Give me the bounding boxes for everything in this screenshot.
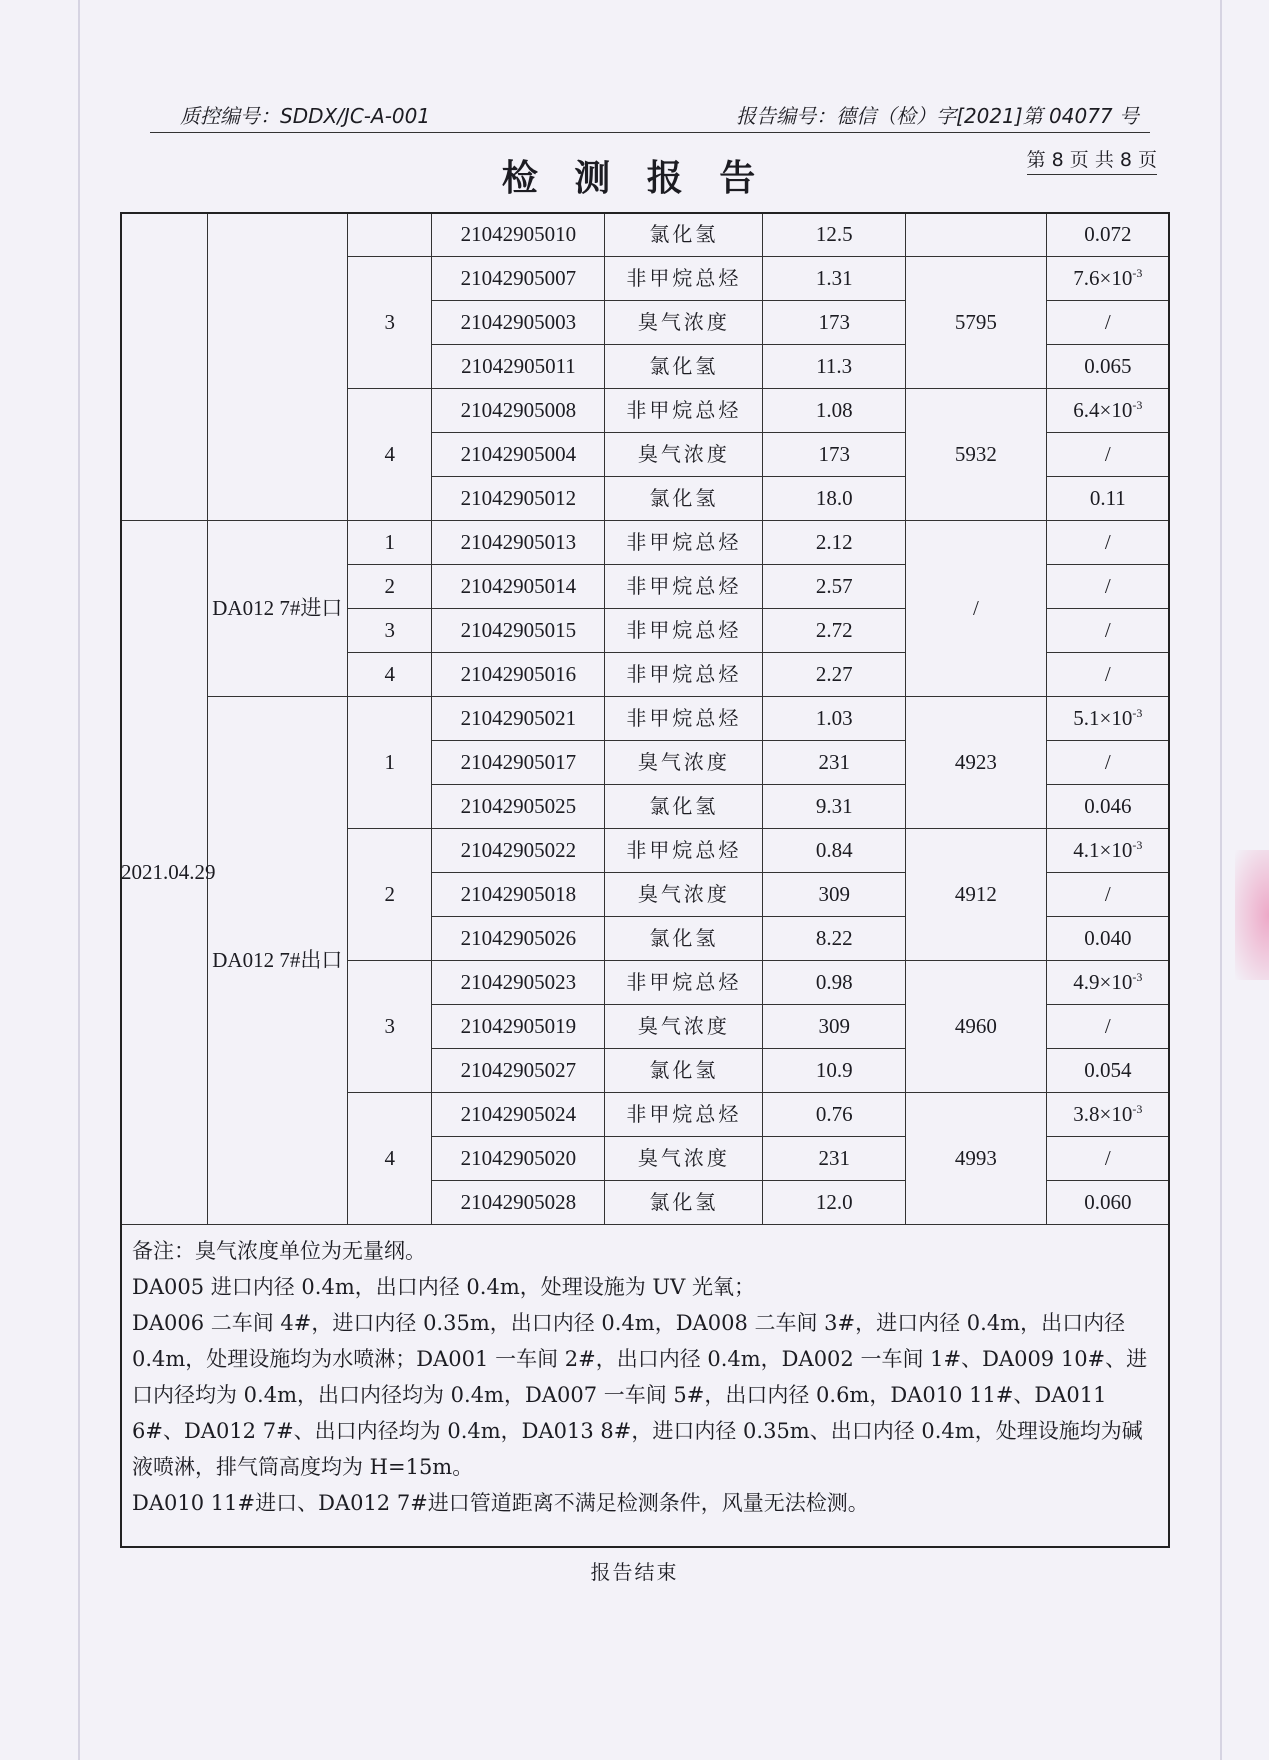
cell-conc: 1.31 bbox=[763, 257, 906, 301]
cell-conc: 0.76 bbox=[763, 1093, 906, 1137]
rate-mantissa: 5.1×10 bbox=[1073, 706, 1133, 731]
cell-item: 非甲烷总烃 bbox=[605, 521, 763, 565]
cell-id: 21042905008 bbox=[432, 389, 605, 433]
cell-conc: 18.0 bbox=[763, 477, 906, 521]
cell-id: 21042905014 bbox=[432, 565, 605, 609]
cell-rate: / bbox=[1046, 873, 1169, 917]
cell-id: 21042905004 bbox=[432, 433, 605, 477]
cell-id: 21042905020 bbox=[432, 1137, 605, 1181]
cell-flow: 4923 bbox=[906, 697, 1047, 829]
cell-item: 非甲烷总烃 bbox=[605, 257, 763, 301]
cell-item: 非甲烷总烃 bbox=[605, 389, 763, 433]
cell-item: 氯化氢 bbox=[605, 345, 763, 389]
cell-conc: 9.31 bbox=[763, 785, 906, 829]
remarks-block bbox=[132, 1233, 1162, 1521]
cell-flow: 5932 bbox=[906, 389, 1047, 521]
cell-item: 氯化氢 bbox=[605, 213, 763, 257]
cell-item: 氯化氢 bbox=[605, 1049, 763, 1093]
cell-id: 21042905022 bbox=[432, 829, 605, 873]
cell-id: 21042905007 bbox=[432, 257, 605, 301]
page-fold-line bbox=[1220, 0, 1222, 1760]
rate-exponent: -3 bbox=[1132, 706, 1143, 721]
cell-item: 臭气浓度 bbox=[605, 873, 763, 917]
rate-exponent: -3 bbox=[1132, 266, 1143, 281]
cell-conc: 173 bbox=[763, 433, 906, 477]
cell-item: 非甲烷总烃 bbox=[605, 609, 763, 653]
cell-conc: 2.27 bbox=[763, 653, 906, 697]
cell-id: 21042905017 bbox=[432, 741, 605, 785]
remark-line: DA006 二车间 4#，进口内径 0.35m，出口内径 0.4m，DA008 二车间 3#，进口内径 0.4m，出口内径 0.4m，处理设施均为水喷淋；DA001 一车间 2#，出口内径 0.4m，DA002 一车间 1#、DA009 10#、进口内径均为 0.4m，出口内径均为 0.4m，DA007 一车间 5#，出口内径 0.6m，DA010 11#、DA011 6#、DA012 7#、出口内径均为 0.4m，DA013 8#，进口内径 0.35m、出口内径 0.4m，处理设施均为碱液喷淋，排气筒高度均为 H=15m。 bbox=[132, 1311, 1148, 1479]
cell-rate: / bbox=[1046, 741, 1169, 785]
cell-item: 氯化氢 bbox=[605, 1181, 763, 1225]
cell-rate: 0.040 bbox=[1046, 917, 1169, 961]
cell-conc: 309 bbox=[763, 873, 906, 917]
cell-conc: 0.98 bbox=[763, 961, 906, 1005]
remark-line: 备注：臭气浓度单位为无量纲。 bbox=[132, 1239, 426, 1263]
cell-item: 臭气浓度 bbox=[605, 741, 763, 785]
cell-item: 臭气浓度 bbox=[605, 433, 763, 477]
cell-rate: / bbox=[1046, 1137, 1169, 1181]
cell-point: DA012 7#进口 bbox=[207, 521, 348, 697]
rate-exponent: -3 bbox=[1132, 970, 1143, 985]
cell-rate: / bbox=[1046, 565, 1169, 609]
rate-mantissa: 4.1×10 bbox=[1073, 838, 1133, 863]
cell-flow: 5795 bbox=[906, 257, 1047, 389]
cell-rate: / bbox=[1046, 433, 1169, 477]
rate-mantissa: 6.4×10 bbox=[1073, 398, 1133, 423]
remark-line: DA005 进口内径 0.4m，出口内径 0.4m，处理设施为 UV 光氧； bbox=[132, 1275, 755, 1299]
cell-id: 21042905013 bbox=[432, 521, 605, 565]
rate-mantissa: 7.6×10 bbox=[1073, 266, 1133, 291]
cell-item: 臭气浓度 bbox=[605, 1137, 763, 1181]
cell-seq: 3 bbox=[348, 257, 432, 389]
cell-rate: 0.11 bbox=[1046, 477, 1169, 521]
cell-conc: 231 bbox=[763, 1137, 906, 1181]
cell-conc: 0.84 bbox=[763, 829, 906, 873]
cell-rate: 0.065 bbox=[1046, 345, 1169, 389]
cell-conc: 309 bbox=[763, 1005, 906, 1049]
header-divider bbox=[150, 132, 1150, 133]
cell-id: 21042905011 bbox=[432, 345, 605, 389]
cell-seq: 2 bbox=[348, 829, 432, 961]
cell-item: 非甲烷总烃 bbox=[605, 1093, 763, 1137]
cell-id: 21042905024 bbox=[432, 1093, 605, 1137]
cell-flow: 4960 bbox=[906, 961, 1047, 1093]
cell-rate: 0.054 bbox=[1046, 1049, 1169, 1093]
cell-id: 21042905019 bbox=[432, 1005, 605, 1049]
cell-id: 21042905016 bbox=[432, 653, 605, 697]
cell-flow: 4993 bbox=[906, 1093, 1047, 1225]
cell-id: 21042905026 bbox=[432, 917, 605, 961]
cell-id: 21042905012 bbox=[432, 477, 605, 521]
cell-item: 非甲烷总烃 bbox=[605, 697, 763, 741]
cell-conc: 231 bbox=[763, 741, 906, 785]
cell-rate: / bbox=[1046, 521, 1169, 565]
cell-flow: 4912 bbox=[906, 829, 1047, 961]
cell-seq: 1 bbox=[348, 697, 432, 829]
cell-conc: 2.72 bbox=[763, 609, 906, 653]
cell-rate: / bbox=[1046, 1005, 1169, 1049]
cell-item: 氯化氢 bbox=[605, 917, 763, 961]
cell-item: 非甲烷总烃 bbox=[605, 565, 763, 609]
red-seal-stamp bbox=[1235, 850, 1269, 980]
remark-line: DA010 11#进口、DA012 7#进口管道距离不满足检测条件，风量无法检测。 bbox=[132, 1491, 869, 1515]
cell-conc: 1.03 bbox=[763, 697, 906, 741]
cell-item: 非甲烷总烃 bbox=[605, 961, 763, 1005]
page-fold-line bbox=[78, 0, 80, 1760]
cell-id: 21042905023 bbox=[432, 961, 605, 1005]
cell-item: 非甲烷总烃 bbox=[605, 829, 763, 873]
cell-id: 21042905027 bbox=[432, 1049, 605, 1093]
cell-item: 臭气浓度 bbox=[605, 301, 763, 345]
cell-seq: 2 bbox=[348, 565, 432, 609]
rate-exponent: -3 bbox=[1132, 838, 1143, 853]
cell-id: 21042905018 bbox=[432, 873, 605, 917]
cell-conc: 2.12 bbox=[763, 521, 906, 565]
cell-conc: 2.57 bbox=[763, 565, 906, 609]
cell-item: 臭气浓度 bbox=[605, 1005, 763, 1049]
cell-flow: / bbox=[906, 521, 1047, 697]
cell-conc: 12.0 bbox=[763, 1181, 906, 1225]
cell-rate: 0.046 bbox=[1046, 785, 1169, 829]
cell-conc: 173 bbox=[763, 301, 906, 345]
qc-code: 质控编号：SDDX/JC-A-001 bbox=[180, 104, 431, 128]
cell-item: 氯化氢 bbox=[605, 785, 763, 829]
cell-conc: 12.5 bbox=[763, 213, 906, 257]
cell-id: 21042905010 bbox=[432, 213, 605, 257]
cell-id: 21042905015 bbox=[432, 609, 605, 653]
report-number: 报告编号：德信（检）字[2021]第 04077 号 bbox=[736, 104, 1139, 128]
page-title: 检 测 报 告 bbox=[501, 158, 768, 199]
cell-item: 氯化氢 bbox=[605, 477, 763, 521]
cell-point: DA012 7#出口 bbox=[207, 697, 348, 1225]
cell-conc: 11.3 bbox=[763, 345, 906, 389]
cell-item: 非甲烷总烃 bbox=[605, 653, 763, 697]
cell-date: 2021.04.29 bbox=[121, 521, 208, 1225]
cell-conc: 8.22 bbox=[763, 917, 906, 961]
cell-seq: 1 bbox=[348, 521, 432, 565]
rate-exponent: -3 bbox=[1132, 1102, 1143, 1117]
cell-rate: 0.072 bbox=[1046, 213, 1169, 257]
cell-id: 21042905025 bbox=[432, 785, 605, 829]
cell-rate: / bbox=[1046, 653, 1169, 697]
cell-seq: 4 bbox=[348, 653, 432, 697]
cell-id: 21042905028 bbox=[432, 1181, 605, 1225]
report-end: 报告结束 bbox=[590, 1560, 679, 1584]
rate-mantissa: 4.9×10 bbox=[1073, 970, 1133, 995]
cell-conc: 1.08 bbox=[763, 389, 906, 433]
cell-conc: 10.9 bbox=[763, 1049, 906, 1093]
rate-mantissa: 3.8×10 bbox=[1073, 1102, 1133, 1127]
cell-rate: / bbox=[1046, 609, 1169, 653]
cell-seq: 4 bbox=[348, 1093, 432, 1225]
cell-seq: 4 bbox=[348, 389, 432, 521]
cell-id: 21042905021 bbox=[432, 697, 605, 741]
page-number: 第 8 页 共 8 页 bbox=[1027, 145, 1157, 175]
cell-seq: 3 bbox=[348, 961, 432, 1093]
cell-rate: 0.060 bbox=[1046, 1181, 1169, 1225]
cell-seq: 3 bbox=[348, 609, 432, 653]
rate-exponent: -3 bbox=[1132, 398, 1143, 413]
cell-rate: / bbox=[1046, 301, 1169, 345]
cell-id: 21042905003 bbox=[432, 301, 605, 345]
